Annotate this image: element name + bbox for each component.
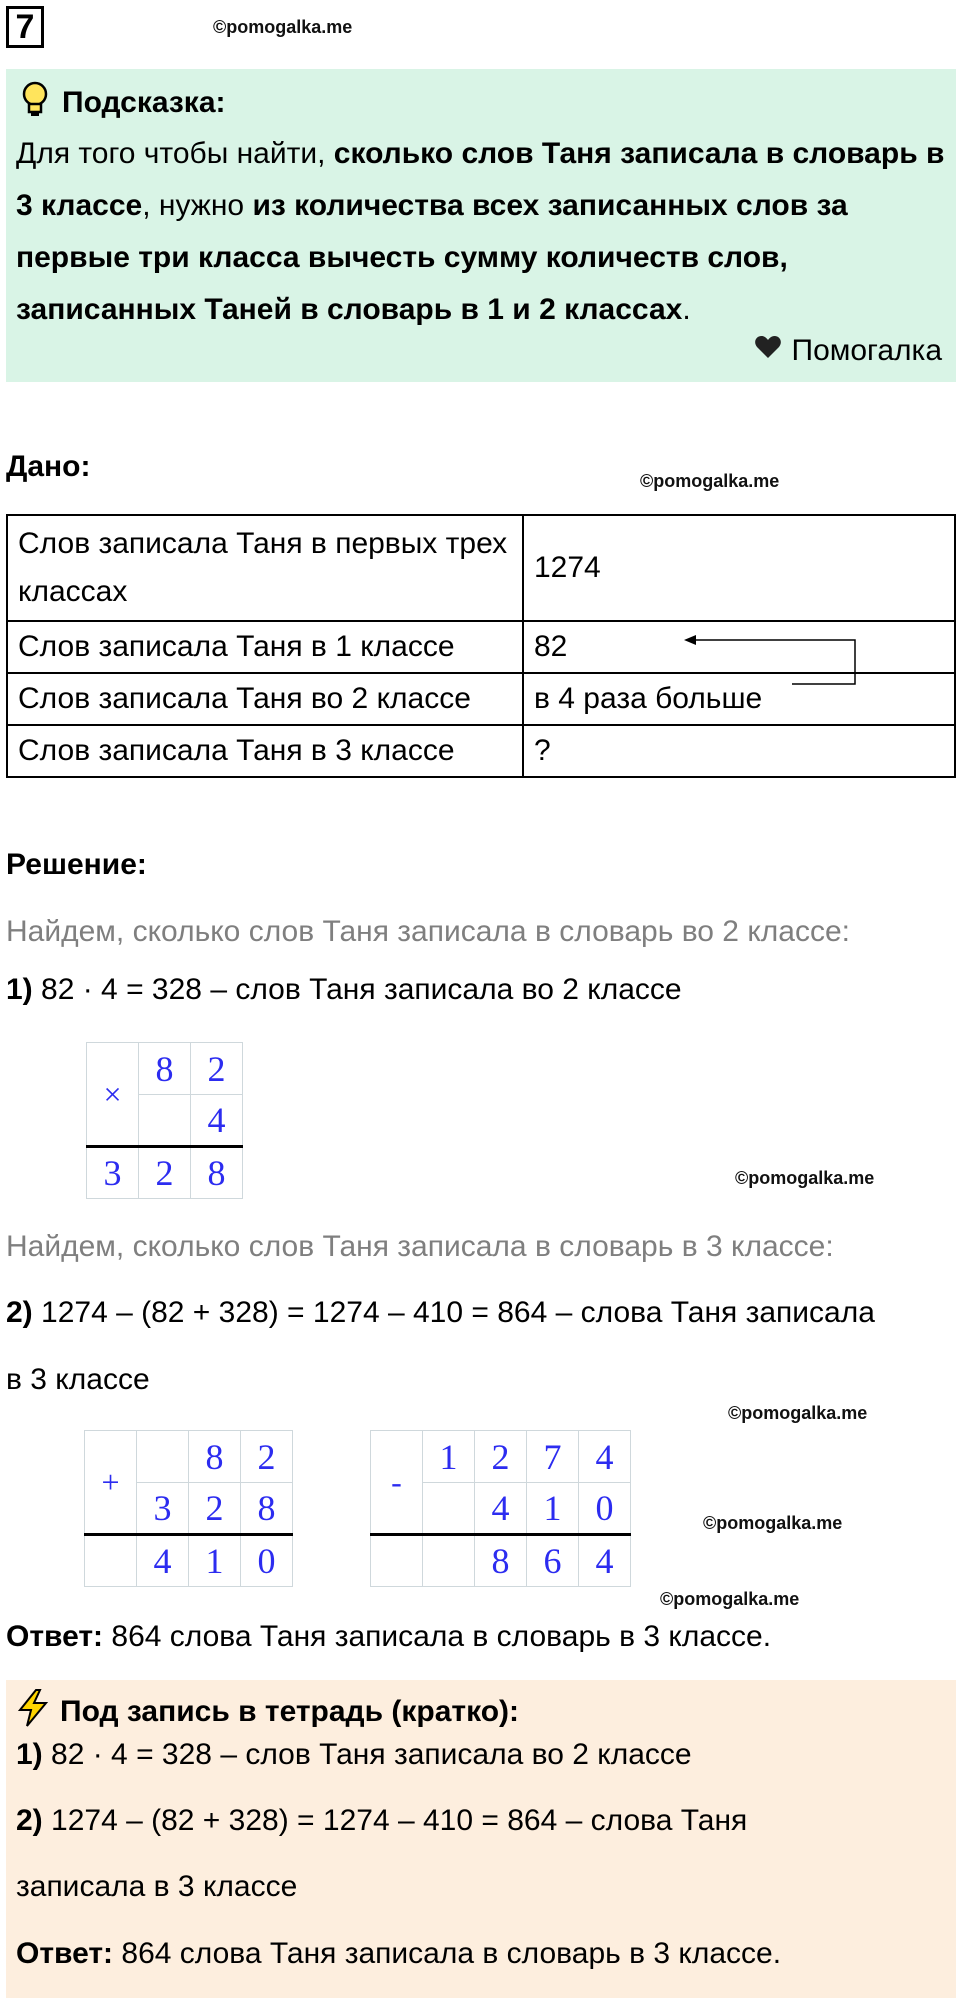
hint-title-text: Подсказка: bbox=[62, 86, 226, 119]
digit-cell: 1 bbox=[189, 1535, 241, 1587]
step-number: 1) bbox=[16, 1738, 43, 1771]
digit-cell: 7 bbox=[527, 1431, 579, 1483]
step-text: 82 · 4 = 328 – слов Таня записала во 2 классе bbox=[42, 1738, 692, 1771]
given-value: 82 bbox=[523, 621, 955, 673]
digit-cell bbox=[139, 1095, 191, 1147]
step-text: 1274 – (82 + 328) = 1274 – 410 = 864 – слова Таня bbox=[42, 1804, 748, 1837]
step-number: 1) bbox=[6, 973, 33, 1006]
step-number: 2) bbox=[6, 1296, 33, 1329]
digit-cell: 2 bbox=[475, 1431, 527, 1483]
step2-line-cont: в 3 классе bbox=[6, 1363, 150, 1396]
hint-text-part: . bbox=[682, 293, 691, 326]
given-value: в 4 раза больше bbox=[523, 673, 955, 725]
digit-cell: 0 bbox=[579, 1483, 631, 1535]
digit-cell: 2 bbox=[139, 1147, 191, 1199]
signature-text: Помогалка bbox=[791, 334, 942, 367]
step2-line bbox=[6, 1296, 875, 1330]
op-sign: × bbox=[87, 1043, 139, 1147]
digit-cell bbox=[423, 1535, 475, 1587]
step1-intro: Найдем, сколько слов Таня записала в словарь во 2 классе: bbox=[6, 915, 850, 948]
hint-text-bold: из количества всех записанных слов за первые три класса вычесть сумму количеств слов, записанных Таней в словарь в 1 и 2 классах bbox=[16, 189, 848, 326]
digit-cell: 2 bbox=[191, 1043, 243, 1095]
answer-text: 864 слова Таня записала в словарь в 3 классе. bbox=[113, 1937, 782, 1970]
given-label: Слов записала Таня в 3 классе bbox=[7, 725, 523, 777]
digit-cell: 1 bbox=[527, 1483, 579, 1535]
digit-cell: 3 bbox=[137, 1483, 189, 1535]
watermark: ©pomogalka.me bbox=[735, 1168, 875, 1188]
given-title: Дано: bbox=[6, 450, 91, 483]
digit-cell bbox=[371, 1535, 423, 1587]
short-title-text: Под запись в тетрадь (кратко): bbox=[60, 1695, 520, 1728]
op-sign: - bbox=[371, 1431, 423, 1535]
given-value: ? bbox=[523, 725, 955, 777]
given-label: Слов записала Таня во 2 классе bbox=[7, 673, 523, 725]
answer-label: Ответ: bbox=[16, 1937, 114, 1970]
answer-line bbox=[6, 1620, 771, 1654]
watermark: ©pomogalka.me bbox=[213, 17, 353, 37]
short-line-2-cont: записала в 3 классе bbox=[16, 1870, 298, 1903]
watermark: ©pomogalka.me bbox=[703, 1513, 843, 1533]
short-line-2 bbox=[16, 1804, 747, 1838]
subtraction-grid bbox=[370, 1430, 631, 1587]
watermark: ©pomogalka.me bbox=[660, 1589, 800, 1609]
digit-cell bbox=[423, 1483, 475, 1535]
watermark: ©pomogalka.me bbox=[640, 471, 780, 491]
digit-cell: 1 bbox=[423, 1431, 475, 1483]
hint-text-part: , нужно bbox=[142, 189, 253, 222]
digit-cell: 8 bbox=[189, 1431, 241, 1483]
digit-cell: 4 bbox=[191, 1095, 243, 1147]
given-label: Слов записала Таня в 1 классе bbox=[7, 621, 523, 673]
step-text: 82 · 4 = 328 – слов Таня записала во 2 классе bbox=[32, 973, 682, 1006]
task-number: 7 bbox=[6, 6, 44, 48]
digit-cell bbox=[85, 1535, 137, 1587]
digit-cell: 2 bbox=[189, 1483, 241, 1535]
digit-cell: 3 bbox=[87, 1147, 139, 1199]
short-line-1 bbox=[16, 1738, 692, 1772]
lightbulb-icon bbox=[20, 80, 50, 126]
digit-cell bbox=[137, 1431, 189, 1483]
step-text: 1274 – (82 + 328) = 1274 – 410 = 864 – слова Таня записала bbox=[32, 1296, 875, 1329]
digit-cell: 4 bbox=[137, 1535, 189, 1587]
step2-intro: Найдем, сколько слов Таня записала в словарь в 3 классе: bbox=[6, 1230, 834, 1263]
digit-cell: 4 bbox=[475, 1483, 527, 1535]
digit-cell: 8 bbox=[475, 1535, 527, 1587]
lightning-icon bbox=[16, 1688, 50, 1736]
digit-cell: 8 bbox=[191, 1147, 243, 1199]
short-answer bbox=[16, 1937, 781, 1971]
digit-cell: 0 bbox=[241, 1535, 293, 1587]
hint-text bbox=[16, 128, 948, 336]
step-number: 2) bbox=[16, 1804, 43, 1837]
answer-label: Ответ: bbox=[6, 1620, 104, 1653]
addition-grid bbox=[84, 1430, 293, 1587]
relation-arrow bbox=[680, 628, 860, 698]
given-value: 1274 bbox=[523, 515, 955, 621]
digit-cell: 4 bbox=[579, 1431, 631, 1483]
hint-text-part: Для того чтобы найти, bbox=[16, 137, 334, 170]
hint-signature bbox=[754, 334, 943, 368]
digit-cell: 6 bbox=[527, 1535, 579, 1587]
digit-cell: 8 bbox=[241, 1483, 293, 1535]
watermark: ©pomogalka.me bbox=[728, 1403, 868, 1423]
hint-text-bold: сколько слов Таня записала в словарь в 3 классе bbox=[16, 137, 945, 222]
given-label: Слов записала Таня в первых трех классах bbox=[7, 515, 523, 621]
solution-title: Решение: bbox=[6, 848, 147, 881]
digit-cell: 2 bbox=[241, 1431, 293, 1483]
heart-icon bbox=[754, 334, 782, 368]
hint-title bbox=[20, 80, 226, 126]
digit-cell: 4 bbox=[579, 1535, 631, 1587]
multiplication-grid bbox=[86, 1042, 243, 1199]
table-row bbox=[7, 725, 955, 777]
short-title bbox=[16, 1688, 519, 1736]
digit-cell: 8 bbox=[139, 1043, 191, 1095]
step1-line bbox=[6, 973, 682, 1007]
table-row bbox=[7, 515, 955, 621]
op-sign: + bbox=[85, 1431, 137, 1535]
answer-text: 864 слова Таня записала в словарь в 3 классе. bbox=[103, 1620, 772, 1653]
